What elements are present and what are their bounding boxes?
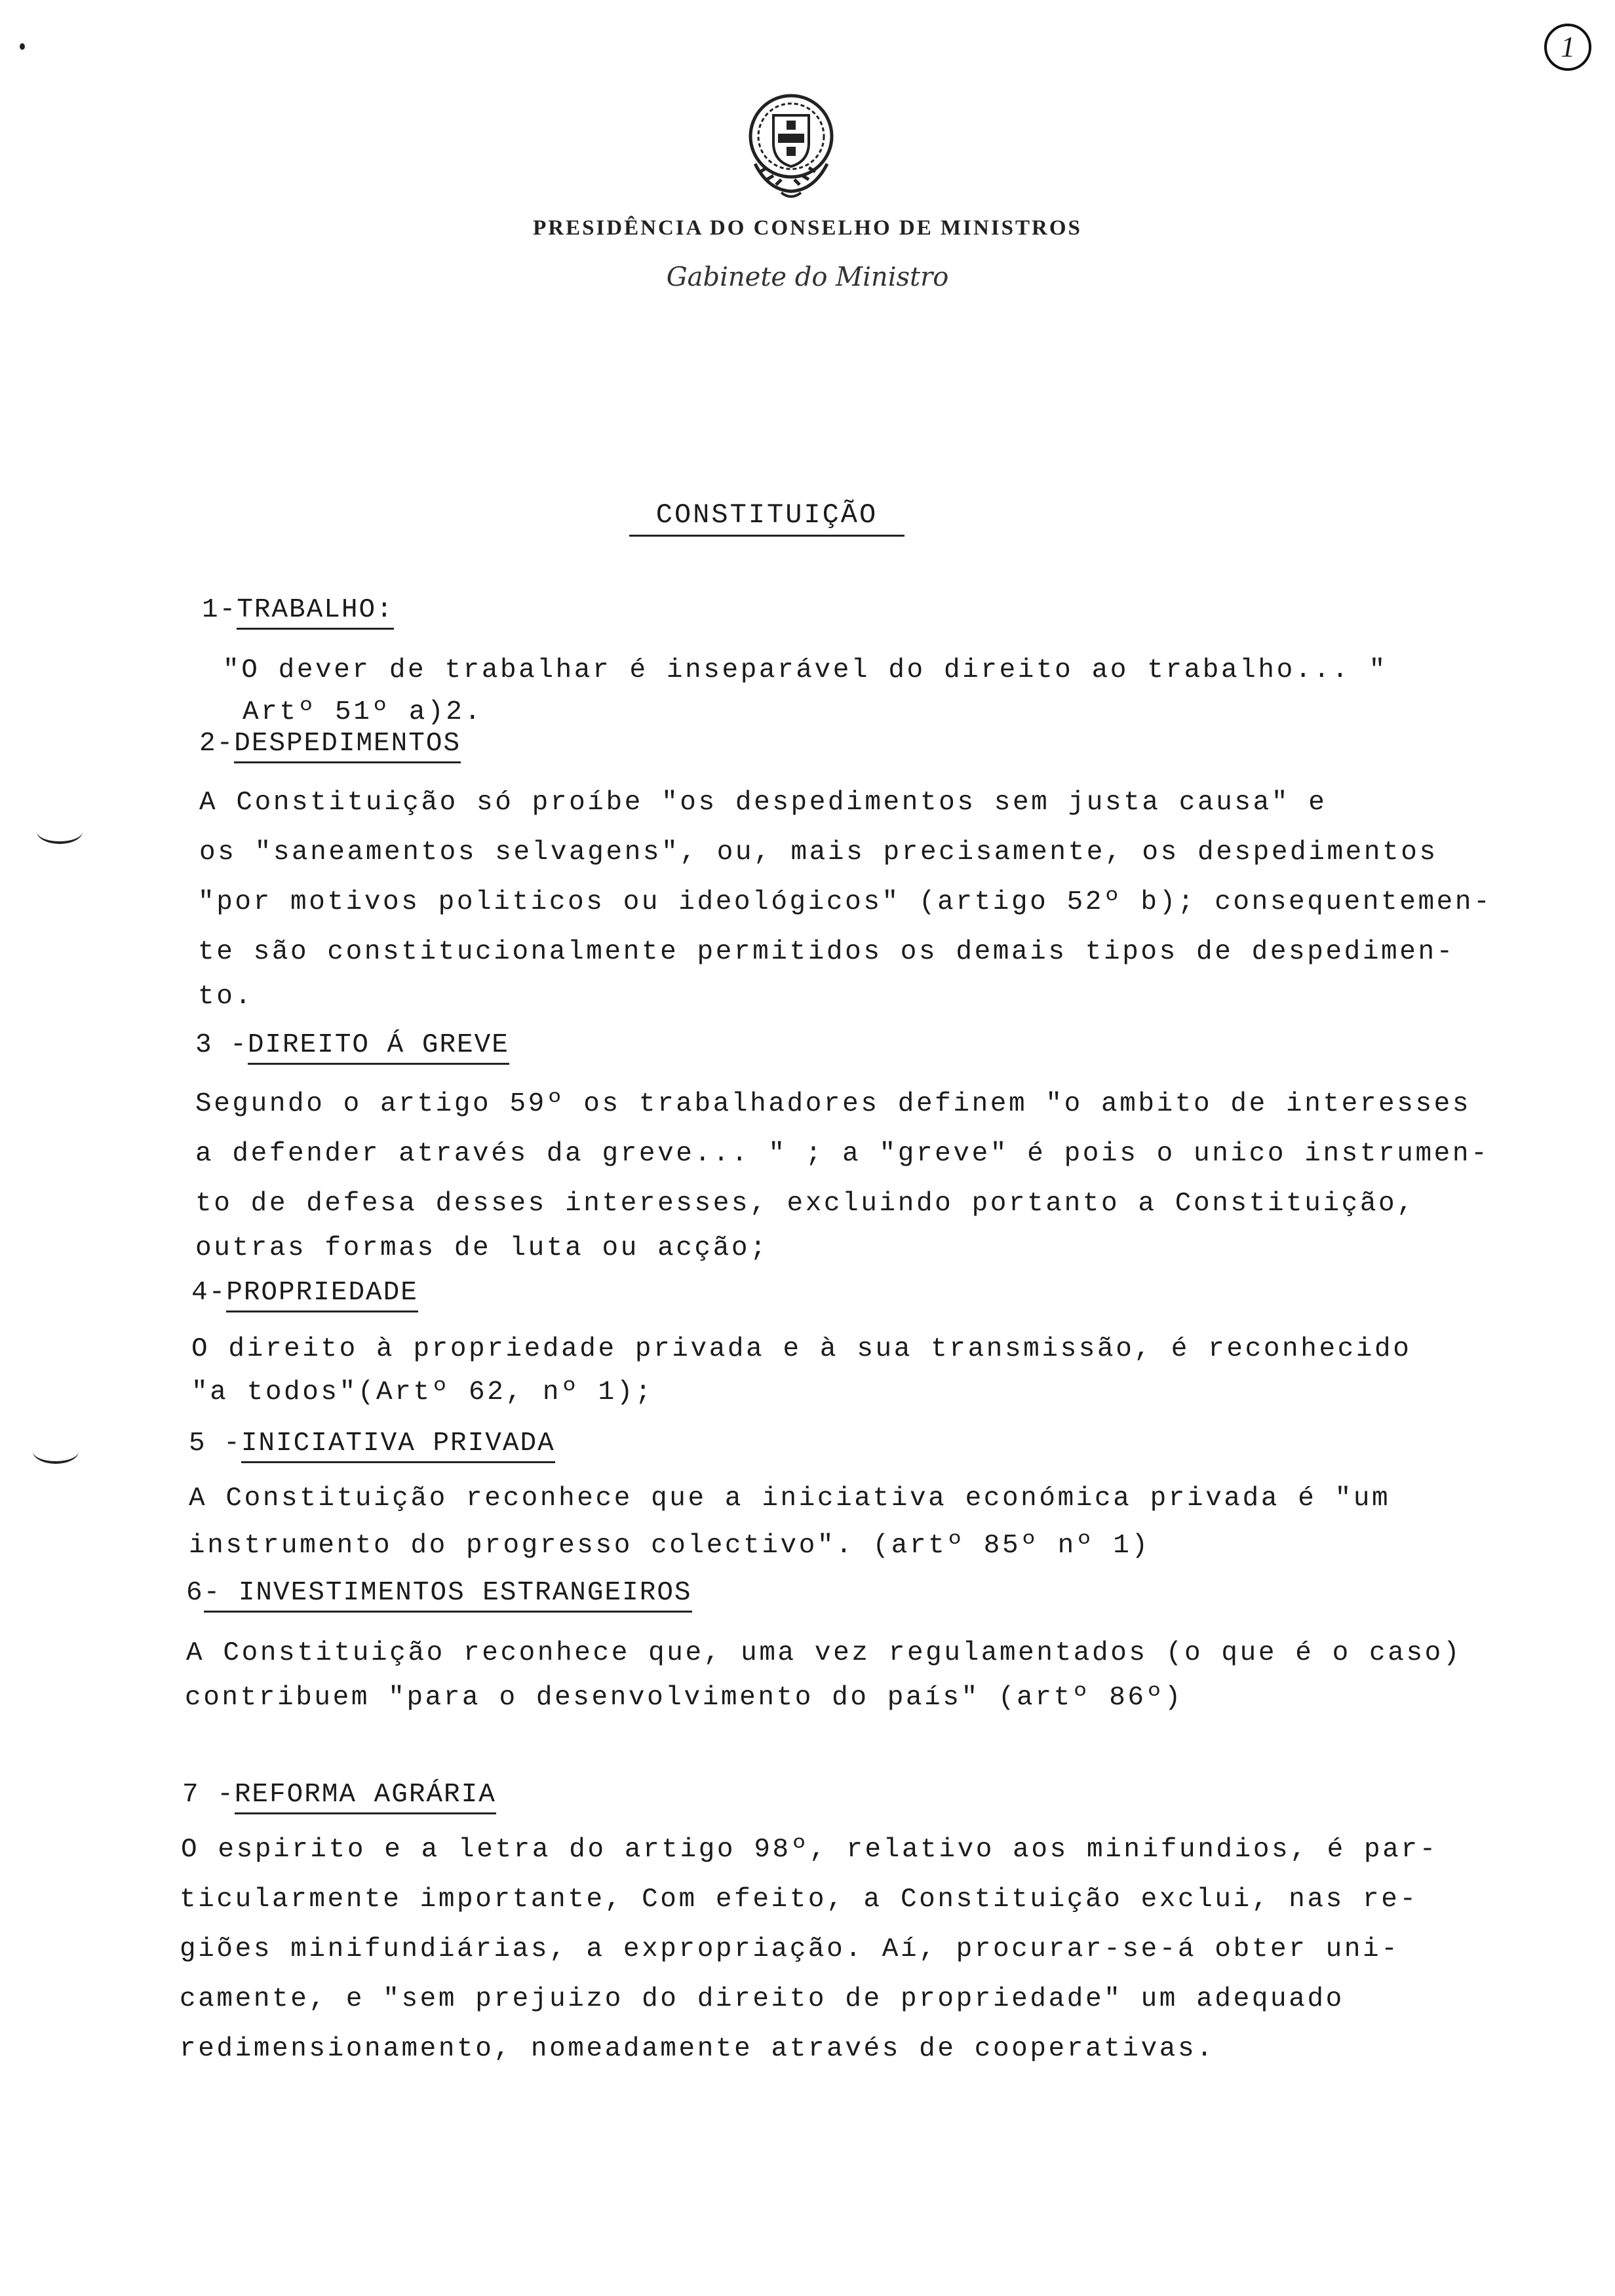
page-number: 1 <box>1544 24 1591 71</box>
section-heading: 1-TRABALHO: <box>202 595 394 625</box>
page-title: CONSTITUIÇÃO <box>629 499 905 537</box>
body-line: contribuem "para o desenvolvimento do país" (artº 86º) <box>185 1683 1184 1713</box>
scan-mark <box>20 43 25 50</box>
section-heading: 6- INVESTIMENTOS ESTRANGEIROS <box>186 1578 692 1608</box>
body-line: A Constituição reconhece que a iniciativa económica privada é "um <box>189 1483 1391 1514</box>
body-line: to. <box>198 982 254 1012</box>
section-heading: 3 -DIREITO Á GREVE <box>195 1030 509 1060</box>
body-line: os "saneamentos selvagens", ou, mais precisamente, os despedimentos <box>199 837 1438 868</box>
body-line: camente, e "sem prejuizo do direito de propriedade" um adequado <box>180 1984 1344 2014</box>
section-heading: 2-DESPEDIMENTOS <box>199 729 461 759</box>
body-line: "a todos"(Artº 62, nº 1); <box>191 1377 654 1407</box>
section-heading: 4-PROPRIEDADE <box>191 1278 418 1308</box>
body-line: instrumento do progresso colectivo". (artº 85º nº 1) <box>189 1531 1150 1561</box>
body-line: O direito à propriedade privada e à sua transmissão, é reconhecido <box>191 1334 1412 1364</box>
institution-name: PRESIDÊNCIA DO CONSELHO DE MINISTROS <box>533 216 1082 240</box>
body-line: Segundo o artigo 59º os trabalhadores definem "o ambito de interesses <box>195 1089 1471 1119</box>
body-line: "por motivos politicos ou ideológicos" (artigo 52º b); consequentemen- <box>198 887 1492 917</box>
section-heading: 5 -INICIATIVA PRIVADA <box>189 1428 555 1459</box>
body-line: redimensionamento, nomeadamente através de cooperativas. <box>180 2034 1215 2064</box>
body-line: "O dever de trabalhar é inseparável do direito ao trabalho... " <box>223 655 1388 685</box>
margin-bracket-mark <box>37 819 83 844</box>
margin-bracket-mark <box>33 1439 79 1464</box>
body-line: ticularmente importante, Com efeito, a Constituição exclui, nas re- <box>180 1885 1418 1915</box>
body-line: A Constituição reconhece que, uma vez regulamentados (o que é o caso) <box>186 1638 1462 1668</box>
body-line: A Constituição só proíbe "os despedimentos sem justa causa" e <box>199 788 1327 818</box>
body-line: giões minifundiárias, a expropriação. Aí, procurar-se-á obter uni- <box>180 1934 1400 1964</box>
body-line: a defender através da greve... " ; a "greve" é pois o unico instrumen- <box>195 1139 1490 1169</box>
body-line: te são constitucionalmente permitidos os demais tipos de despedimen- <box>198 937 1455 967</box>
body-line: O espirito e a letra do artigo 98º, relativo aos minifundios, é par- <box>181 1835 1438 1865</box>
body-line: outras formas de luta ou acção; <box>195 1233 769 1263</box>
body-line: Artº 51º a)2. <box>243 697 483 727</box>
coat-of-arms-icon <box>742 85 840 203</box>
body-line: to de defesa desses interesses, excluindo portanto a Constituição, <box>195 1189 1416 1219</box>
section-heading: 7 -REFORMA AGRÁRIA <box>182 1780 496 1810</box>
cabinet-name: Gabinete do Ministro <box>666 262 949 292</box>
